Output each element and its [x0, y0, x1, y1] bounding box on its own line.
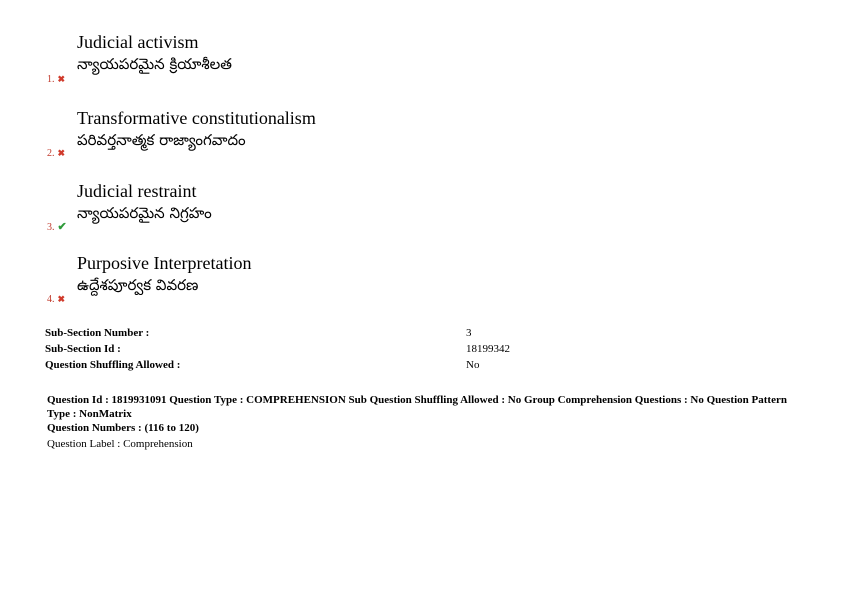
option-2-telugu: పరివర్తనాత్మక రాజ్యాంగవాదం: [77, 131, 246, 149]
option-2-number-text: 2.: [47, 148, 55, 159]
option-4-number: [47, 294, 65, 305]
option-4-telugu: ఉద్దేశపూర్వక వివరణ: [77, 276, 199, 294]
question-shuffling-label: Question Shuffling Allowed :: [45, 359, 181, 371]
check-icon: ✔: [57, 221, 67, 233]
option-1-number: [47, 74, 65, 85]
question-label: Question Label : Comprehension: [47, 438, 193, 450]
sub-section-number-label: Sub-Section Number :: [45, 327, 150, 339]
question-info: Question Id : 1819931091 Question Type : COMPREHENSION Sub Question Shuffling Allowed : No Group Comprehension Questions : No Question Pattern Type : NonMatrix: [47, 394, 787, 420]
cross-icon: ✖: [57, 294, 66, 304]
option-3-number-text: 3.: [47, 222, 55, 233]
question-numbers: Question Numbers : (116 to 120): [47, 422, 199, 434]
option-3-english: Judicial restraint: [77, 181, 197, 201]
cross-icon: ✖: [57, 148, 66, 158]
cross-icon: ✖: [57, 74, 66, 84]
question-shuffling-value: No: [466, 359, 480, 371]
option-1-english: Judicial activism: [77, 32, 199, 52]
option-4-english: Purposive Interpretation: [77, 253, 252, 273]
sub-section-number-value: 3: [466, 327, 472, 339]
option-1-telugu: న్యాయపరమైన క్రియాశీలత: [77, 55, 232, 73]
option-2-english: Transformative constitutionalism: [77, 108, 316, 128]
sub-section-id-value: 18199342: [466, 343, 510, 355]
option-3-telugu: న్యాయపరమైన నిగ్రహం: [77, 204, 212, 222]
option-4-number-text: 4.: [47, 294, 55, 305]
option-1-number-text: 1.: [47, 74, 55, 85]
sub-section-id-label: Sub-Section Id :: [45, 343, 121, 355]
option-3-number: [47, 220, 67, 233]
option-2-number: [47, 148, 65, 159]
